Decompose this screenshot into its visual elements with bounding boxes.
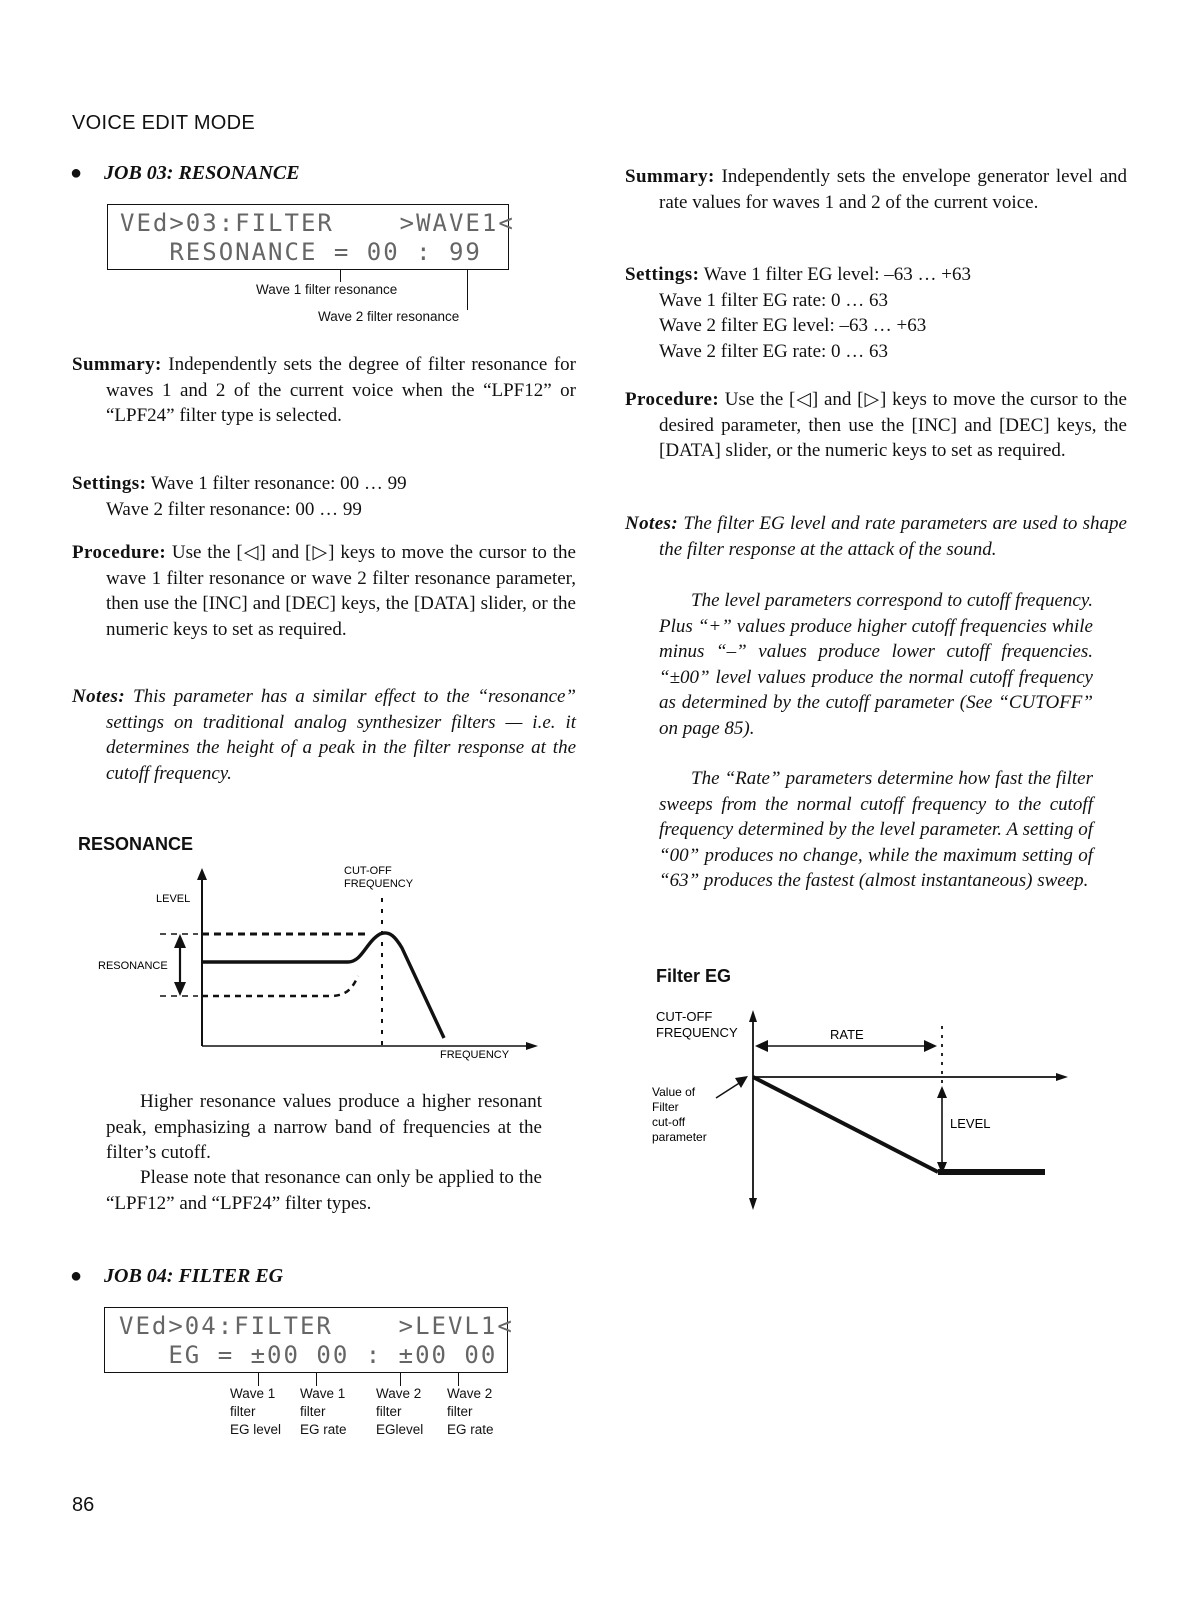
label-wave2-eg-level: Wave 2 filter EGlevel (376, 1386, 424, 1437)
y-axis-down-arrow-icon (749, 1198, 757, 1210)
resonance-label: RESONANCE (98, 960, 168, 972)
label-wave2-eg-rate: Wave 2 filter EG rate (447, 1386, 494, 1437)
settings-line-2: Wave 1 filter EG rate: 0 … 63 (659, 289, 889, 311)
job04-lcd-display (104, 1307, 514, 1373)
value-label-4: parameter (652, 1130, 707, 1144)
lcd-line-2: RESONANCE = 00 : 99 (120, 238, 482, 266)
body-paragraph-2: Please note that resonance can only be applied to the “LPF12” and “LPF24” filter types. (106, 1167, 542, 1214)
job03-title: JOB 03: RESONANCE (104, 162, 300, 184)
cutoff-label-1: CUT-OFF (656, 1009, 713, 1024)
settings-line-1: Wave 1 filter resonance: 00 … 99 (150, 473, 407, 494)
job03-settings (72, 471, 542, 522)
settings-lead: Settings: (72, 473, 147, 494)
job04-notes-2: The level parameters correspond to cutoff frequency. Plus “+” values produce higher cutoff frequencies while minus “–” values produce lower cutoff frequencies. “±00” level values produce the normal cutoff frequency as determined by the cutoff parameter (See “CUTOFF” on page 85). (659, 590, 1093, 739)
page-number: 86 (72, 1494, 95, 1516)
procedure-lead: Procedure: (625, 389, 720, 410)
settings-line-2: Wave 2 filter resonance: 00 … 99 (106, 498, 362, 520)
procedure-text: Use the [◁] and [▷] keys to move the cursor to the wave 1 filter resonance or wave 2 filter resonance parameter, then use the [INC] and [DEC] keys, the [DATA] slider, or the numeric keys to set as required. (106, 542, 576, 640)
label-wave1-eg-level: Wave 1 filter EG level (230, 1386, 282, 1437)
settings-line-4: Wave 2 filter EG rate: 0 … 63 (659, 340, 889, 362)
bullet-icon: ● (70, 162, 83, 184)
cutoff-label-2: FREQUENCY (344, 878, 414, 890)
cutoff-label-1: CUT-OFF (344, 865, 392, 877)
notes-text: This parameter has a similar effect to the “resonance” settings on traditional analog synthesizer filters — i.e. it determines the height of a peak in the filter response at the cutoff frequency. (106, 686, 577, 784)
arrow-left-icon (755, 1040, 768, 1052)
body-paragraph-1: Higher resonance values produce a higher resonant peak, emphasizing a narrow band of frequencies at the filter’s cutoff. (106, 1091, 542, 1163)
resonance-curve (202, 933, 444, 1038)
job03-heading (70, 162, 300, 185)
settings-line-1: Wave 1 filter EG level: –63 … +63 (703, 264, 971, 285)
value-label-1: Value of (652, 1085, 696, 1099)
notes-lead: Notes: (625, 513, 679, 534)
frequency-label: FREQUENCY (440, 1049, 510, 1061)
job03-lcd-display (107, 204, 515, 270)
bullet-icon: ● (70, 1265, 83, 1287)
job04-notes-3: The “Rate” parameters determine how fast the filter sweeps from the normal cutoff frequency to the cutoff frequency determined by the level parameter. A setting of “00” produces no change, while the maximum setting of “63” produces the fastest (almost instantaneous) sweep. (659, 768, 1093, 891)
notes-text-1: The filter EG level and rate parameters are used to shape the filter response at the attack of the sound. (659, 513, 1127, 560)
resonance-figure-title: RESONANCE (78, 834, 194, 854)
eg-slope (753, 1077, 938, 1172)
normal-level-dashed (202, 976, 358, 996)
lcd-line-1: VEd>03:FILTER >WAVE1< (120, 209, 515, 237)
job04-summary (625, 164, 1127, 215)
level-label: LEVEL (950, 1116, 991, 1131)
filter-eg-figure-title: Filter EG (656, 966, 732, 986)
section-title: VOICE EDIT MODE (72, 112, 256, 134)
lcd-line-1: VEd>04:FILTER >LEVL1< (119, 1312, 514, 1340)
arrow-down-icon (174, 982, 186, 996)
arrow-up-icon (937, 1086, 947, 1098)
arrow-right-icon (924, 1040, 937, 1052)
notes-lead: Notes: (72, 686, 126, 707)
settings-line-3: Wave 2 filter EG level: –63 … +63 (659, 315, 927, 336)
job03-summary (72, 352, 576, 429)
value-label-3: cut-off (652, 1115, 686, 1129)
job03-procedure (72, 540, 576, 642)
summary-text: Independently sets the degree of filter resonance for waves 1 and 2 of the current voice when the “LPF12” or “LPF24” filter type is selected. (106, 354, 576, 426)
settings-lead: Settings: (625, 264, 700, 285)
rate-label: RATE (830, 1027, 864, 1042)
job04-heading (70, 1265, 283, 1288)
job04-title: JOB 04: FILTER EG (104, 1265, 284, 1287)
value-label-2: Filter (652, 1100, 679, 1114)
lcd-pointer-line (467, 270, 468, 310)
job04-procedure (625, 387, 1127, 464)
y-axis-arrow-icon (749, 1010, 757, 1022)
job03-notes (72, 684, 576, 786)
summary-text: Independently sets the envelope generator level and rate values for waves 1 and 2 of the current voice. (659, 166, 1127, 213)
procedure-text: Use the [◁] and [▷] keys to move the cursor to the desired parameter, then use the [INC] and [DEC] keys, the [DATA] slider, or the numeric keys to set as required. (659, 389, 1127, 461)
label-wave2-resonance: Wave 2 filter resonance (318, 309, 460, 324)
baseline-arrow-icon (1056, 1073, 1068, 1081)
procedure-lead: Procedure: (72, 542, 167, 563)
label-wave1-resonance: Wave 1 filter resonance (256, 282, 398, 297)
cutoff-label-2: FREQUENCY (656, 1025, 738, 1040)
arrow-up-icon (174, 934, 186, 948)
label-wave1-eg-rate: Wave 1 filter EG rate (300, 1386, 347, 1437)
x-axis-arrow-icon (526, 1042, 538, 1050)
summary-lead: Summary: (72, 354, 162, 375)
value-pointer-arrow-icon (735, 1076, 748, 1088)
y-axis-arrow-icon (197, 868, 207, 880)
resonance-figure (90, 858, 550, 1068)
filter-eg-figure (640, 1000, 1080, 1220)
job04-notes-1 (625, 511, 1127, 562)
summary-lead: Summary: (625, 166, 715, 187)
job04-settings (625, 262, 1093, 364)
lcd-line-2: EG = ±00 00 : ±00 00 (119, 1341, 498, 1369)
level-label: LEVEL (156, 893, 191, 905)
